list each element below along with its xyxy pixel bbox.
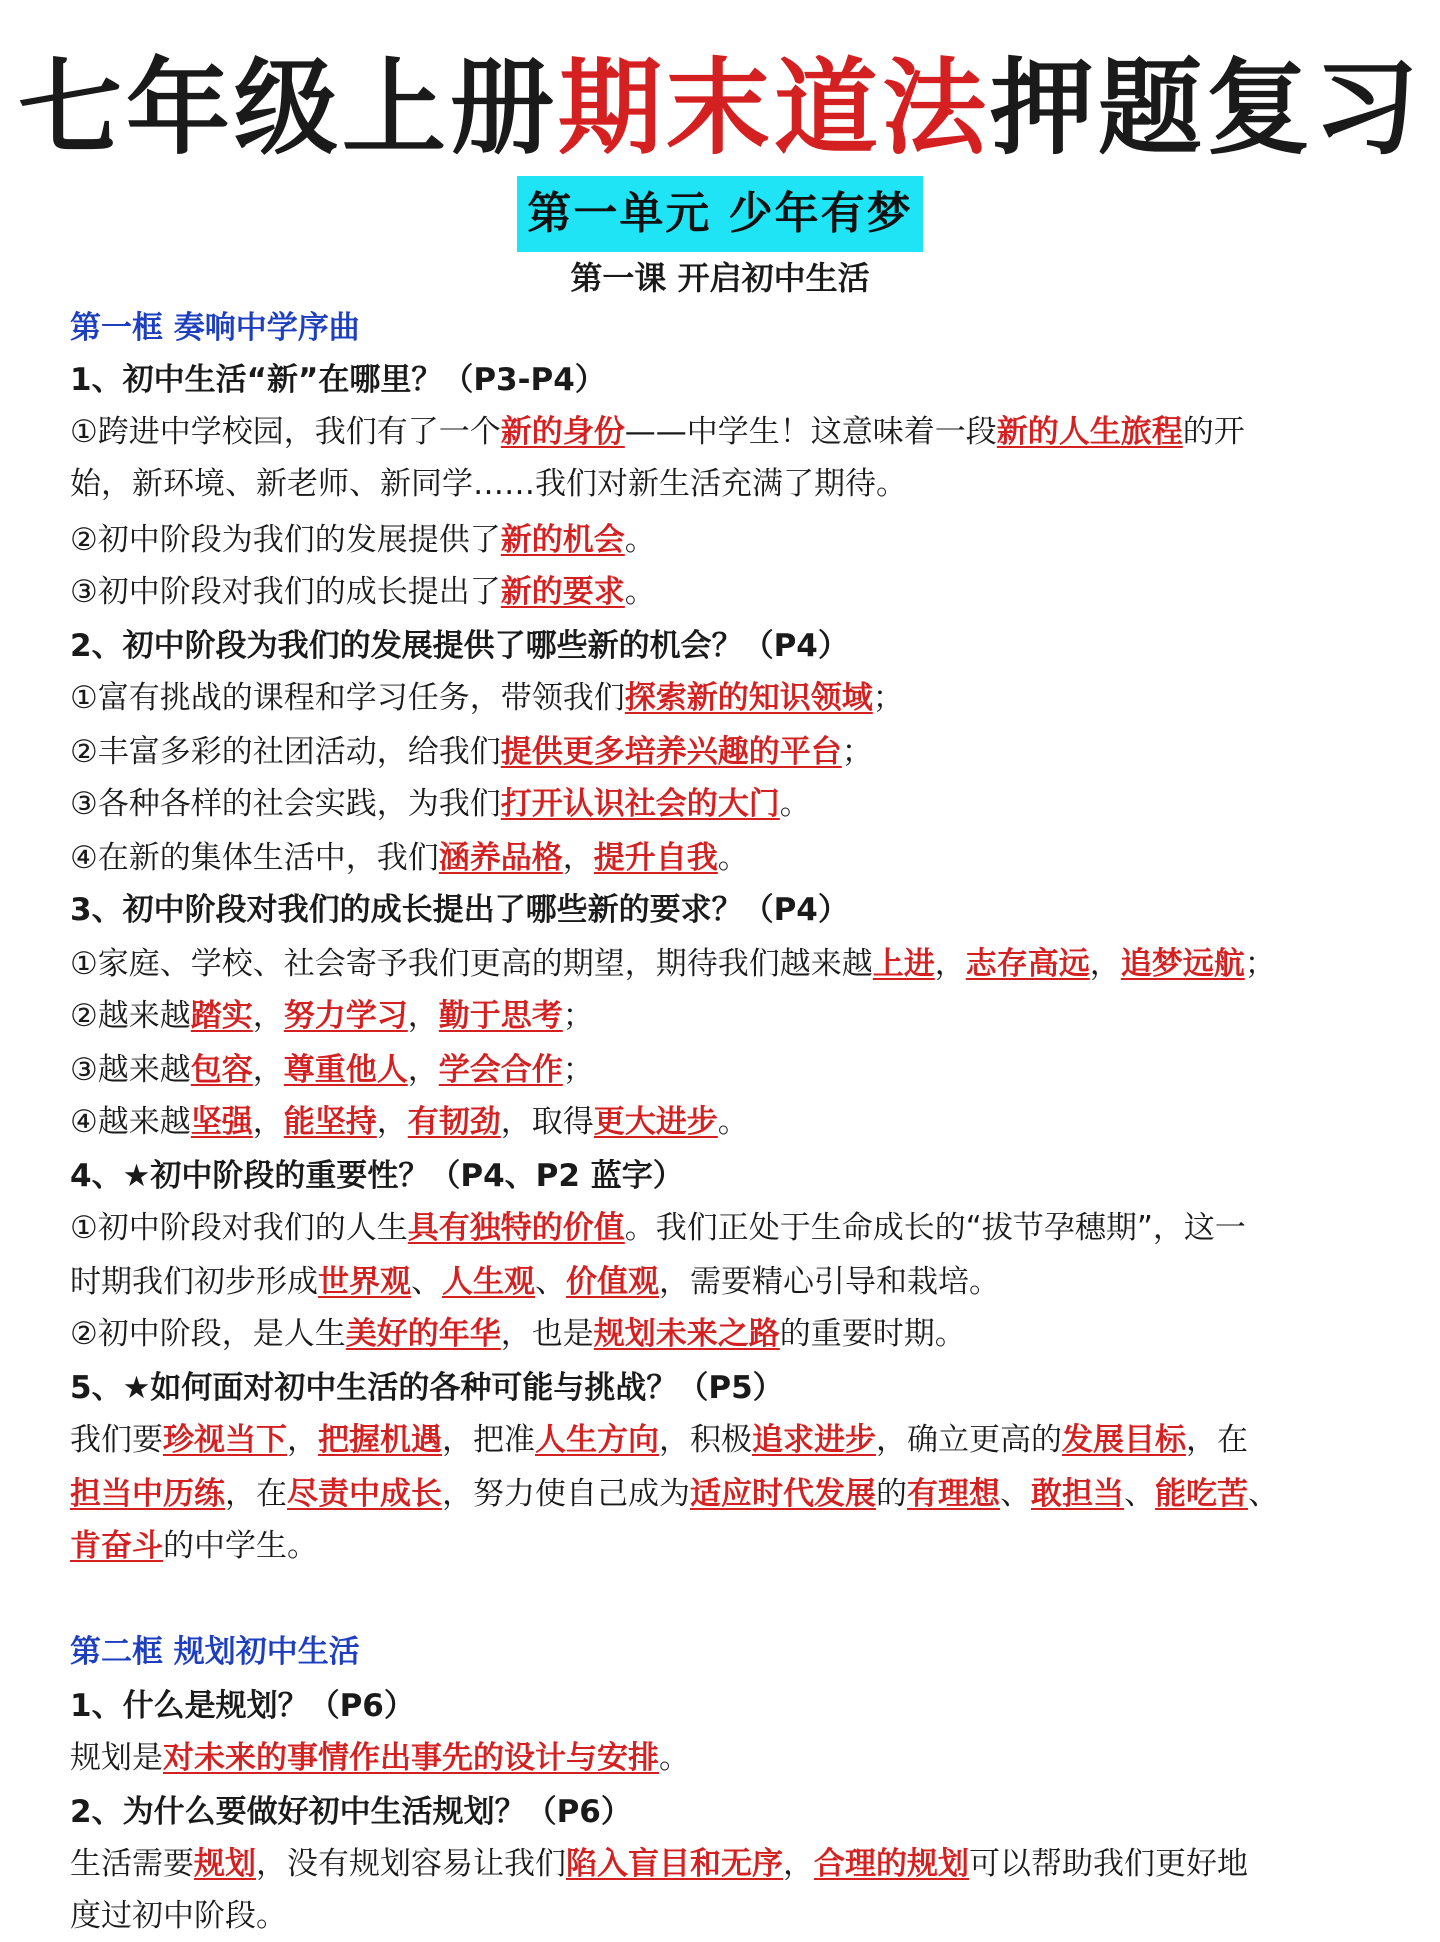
text-segment: 2、为什么要做好初中生活规划？（P6） [70, 1794, 632, 1830]
key-phrase: 学会合作 [438, 1052, 563, 1088]
text-line [70, 458, 1390, 510]
text-line [70, 672, 1390, 724]
key-phrase: 世界观 [318, 1264, 411, 1300]
text-segment: ， [376, 1104, 408, 1140]
text-line [70, 514, 1390, 566]
text-segment: 规划是 [70, 1740, 163, 1776]
key-phrase: 勤于思考 [438, 998, 563, 1034]
text-line [70, 1044, 1390, 1096]
text-segment: ，需要精心引导和栽培。 [659, 1264, 1000, 1300]
unit-heading-wrap [0, 176, 1440, 252]
text-line [70, 832, 1390, 884]
text-segment: 第二框 规划初中生活 [70, 1634, 360, 1670]
text-segment: ， [934, 946, 966, 982]
key-phrase: 发展目标 [1062, 1422, 1186, 1458]
key-phrase: 新的人生旅程 [996, 414, 1183, 450]
text-segment: 。 [717, 1104, 749, 1140]
text-line [70, 406, 1390, 458]
text-segment: 可以帮助我们更好地 [969, 1846, 1248, 1882]
text-line [70, 1414, 1390, 1466]
key-phrase: 合理的规划 [814, 1846, 969, 1882]
key-phrase: 新的机会 [500, 522, 625, 558]
question-heading [70, 1362, 1390, 1414]
key-phrase: 上进 [872, 946, 935, 982]
text-segment: 。 [624, 522, 656, 558]
key-phrase: 敢担当 [1031, 1476, 1124, 1512]
text-line [70, 990, 1390, 1042]
text-segment: ； [562, 1052, 594, 1088]
text-segment: ； [872, 680, 904, 716]
text-line [70, 1202, 1390, 1254]
key-phrase: 适应时代发展 [690, 1476, 876, 1512]
text-line [70, 1838, 1390, 1890]
key-phrase: 追求进步 [752, 1422, 876, 1458]
text-segment: 第一框 奏响中学序曲 [70, 310, 360, 346]
text-line [70, 566, 1390, 618]
text-line [70, 1468, 1390, 1520]
text-segment: 3、初中阶段对我们的成长提出了哪些新的要求？（P4） [70, 892, 849, 928]
key-phrase: 追梦远航 [1120, 946, 1245, 982]
text-segment: ， [407, 1052, 439, 1088]
key-phrase: 担当中历练 [70, 1476, 225, 1512]
question-heading [70, 1680, 1390, 1732]
key-phrase: 尊重他人 [283, 1052, 408, 1088]
text-segment: ②越来越 [70, 998, 191, 1034]
key-phrase: 踏实 [190, 998, 253, 1034]
text-segment: 。 [779, 786, 811, 822]
section-heading [70, 302, 1390, 354]
key-phrase: 能吃苦 [1155, 1476, 1248, 1512]
key-phrase: 新的身份 [500, 414, 625, 450]
text-line [70, 1308, 1390, 1360]
text-segment: 1、什么是规划？（P6） [70, 1688, 415, 1724]
text-segment: ④在新的集体生活中，我们 [70, 840, 439, 876]
text-segment: ，积极 [659, 1422, 752, 1458]
text-segment: ，在 [225, 1476, 287, 1512]
text-segment: ③初中阶段对我们的成长提出了 [70, 574, 501, 610]
key-phrase: 规划未来之路 [593, 1316, 780, 1352]
text-segment: ——中学生！这意味着一段 [624, 414, 997, 450]
text-segment: 。 [717, 840, 749, 876]
text-segment: 、 [1000, 1476, 1031, 1512]
text-segment: ③各种各样的社会实践，为我们 [70, 786, 501, 822]
key-phrase: 打开认识社会的大门 [500, 786, 780, 822]
text-segment: ②初中阶段为我们的发展提供了 [70, 522, 501, 558]
key-phrase: 包容 [190, 1052, 253, 1088]
text-segment: 度过初中阶段。 [70, 1898, 287, 1934]
text-segment: 。 [624, 574, 656, 610]
text-line [70, 1096, 1390, 1148]
text-segment: ， [783, 1846, 814, 1882]
key-phrase: 美好的年华 [345, 1316, 501, 1352]
text-line [70, 1520, 1390, 1572]
text-segment: 5、★如何面对初中生活的各种可能与挑战？（P5） [70, 1370, 784, 1406]
key-phrase: 提升自我 [593, 840, 718, 876]
key-phrase: 陷入盲目和无序 [566, 1846, 783, 1882]
text-segment: ， [252, 998, 284, 1034]
key-phrase: 珍视当下 [163, 1422, 287, 1458]
text-segment: ，在 [1186, 1422, 1248, 1458]
text-segment: 、 [1248, 1476, 1279, 1512]
section-heading [70, 1626, 1390, 1678]
key-phrase: 努力学习 [283, 998, 408, 1034]
unit-heading: 第一单元 少年有梦 [517, 176, 922, 252]
text-segment: 4、★初中阶段的重要性？（P4、P2 蓝字） [70, 1158, 684, 1194]
key-phrase: 涵养品格 [438, 840, 563, 876]
text-segment: ②丰富多彩的社团活动，给我们 [70, 734, 501, 770]
text-segment: 2、初中阶段为我们的发展提供了哪些新的机会？（P4） [70, 628, 849, 664]
text-segment: ，没有规划容易让我们 [256, 1846, 566, 1882]
key-phrase: 价值观 [566, 1264, 659, 1300]
text-segment: 我们要 [70, 1422, 163, 1458]
key-phrase: 规划 [194, 1846, 256, 1882]
title-red: 期末道法 [557, 47, 990, 169]
question-heading [70, 1150, 1390, 1202]
text-segment: 生活需要 [70, 1846, 194, 1882]
text-segment: ； [841, 734, 873, 770]
key-phrase: 对未来的事情作出事先的设计与安排 [163, 1740, 659, 1776]
question-heading [70, 884, 1390, 936]
page-title [0, 38, 1440, 178]
text-segment: 的 [876, 1476, 907, 1512]
key-phrase: 能坚持 [283, 1104, 377, 1140]
text-line [70, 726, 1390, 778]
text-segment: ， [407, 998, 439, 1034]
key-phrase: 志存高远 [965, 946, 1090, 982]
text-segment: ， [1089, 946, 1121, 982]
question-heading [70, 620, 1390, 672]
question-heading [70, 1786, 1390, 1838]
key-phrase: 把握机遇 [318, 1422, 442, 1458]
text-segment: 。 [659, 1740, 690, 1776]
text-segment: ①家庭、学校、社会寄予我们更高的期望，期待我们越来越 [70, 946, 873, 982]
text-segment: ，把准 [442, 1422, 535, 1458]
text-segment: ②初中阶段，是人生 [70, 1316, 346, 1352]
text-segment: 、 [1124, 1476, 1155, 1512]
key-phrase: 有理想 [907, 1476, 1000, 1512]
text-segment: ①富有挑战的课程和学习任务，带领我们 [70, 680, 625, 716]
text-segment: ，努力使自己成为 [442, 1476, 690, 1512]
text-segment: 、 [535, 1264, 566, 1300]
key-phrase: 具有独特的价值 [407, 1210, 625, 1246]
text-segment: ③越来越 [70, 1052, 191, 1088]
text-segment: ，也是 [500, 1316, 594, 1352]
text-segment: ， [252, 1052, 284, 1088]
text-segment: 始，新环境、新老师、新同学……我们对新生活充满了期待。 [70, 466, 907, 502]
text-segment: ， [252, 1104, 284, 1140]
title-black-1: 七年级上册 [17, 47, 558, 169]
text-segment: 1、初中生活“新”在哪里？（P3-P4） [70, 362, 606, 398]
text-line [70, 938, 1390, 990]
text-segment: ，确立更高的 [876, 1422, 1062, 1458]
text-line [70, 778, 1390, 830]
key-phrase: 坚强 [190, 1104, 253, 1140]
text-line [70, 1890, 1390, 1942]
text-segment: ； [1244, 946, 1276, 982]
text-segment: 的开 [1182, 414, 1245, 450]
text-segment: ， [562, 840, 594, 876]
text-segment: ①跨进中学校园，我们有了一个 [70, 414, 501, 450]
key-phrase: 尽责中成长 [287, 1476, 442, 1512]
title-black-2: 押题复习 [990, 47, 1423, 169]
text-segment: ①初中阶段对我们的人生 [70, 1210, 408, 1246]
text-segment: 的重要时期。 [779, 1316, 966, 1352]
text-segment: 。我们正处于生命成长的“拔节孕穗期”，这一 [624, 1210, 1246, 1246]
text-line [70, 1732, 1390, 1784]
key-phrase: 肯奋斗 [70, 1528, 163, 1564]
key-phrase: 探索新的知识领域 [624, 680, 873, 716]
text-segment: 时期我们初步形成 [70, 1264, 318, 1300]
text-segment: ，取得 [500, 1104, 594, 1140]
text-line [70, 1256, 1390, 1308]
lesson-heading: 第一课 开启初中生活 [570, 259, 870, 297]
key-phrase: 提供更多培养兴趣的平台 [500, 734, 842, 770]
text-segment: ， [287, 1422, 318, 1458]
question-heading [70, 354, 1390, 406]
key-phrase: 更大进步 [593, 1104, 718, 1140]
key-phrase: 人生观 [442, 1264, 535, 1300]
key-phrase: 新的要求 [500, 574, 625, 610]
text-segment: ； [562, 998, 594, 1034]
key-phrase: 人生方向 [535, 1422, 659, 1458]
text-segment: 的中学生。 [163, 1528, 318, 1564]
text-segment: ④越来越 [70, 1104, 191, 1140]
text-segment: 、 [411, 1264, 442, 1300]
key-phrase: 有韧劲 [407, 1104, 501, 1140]
